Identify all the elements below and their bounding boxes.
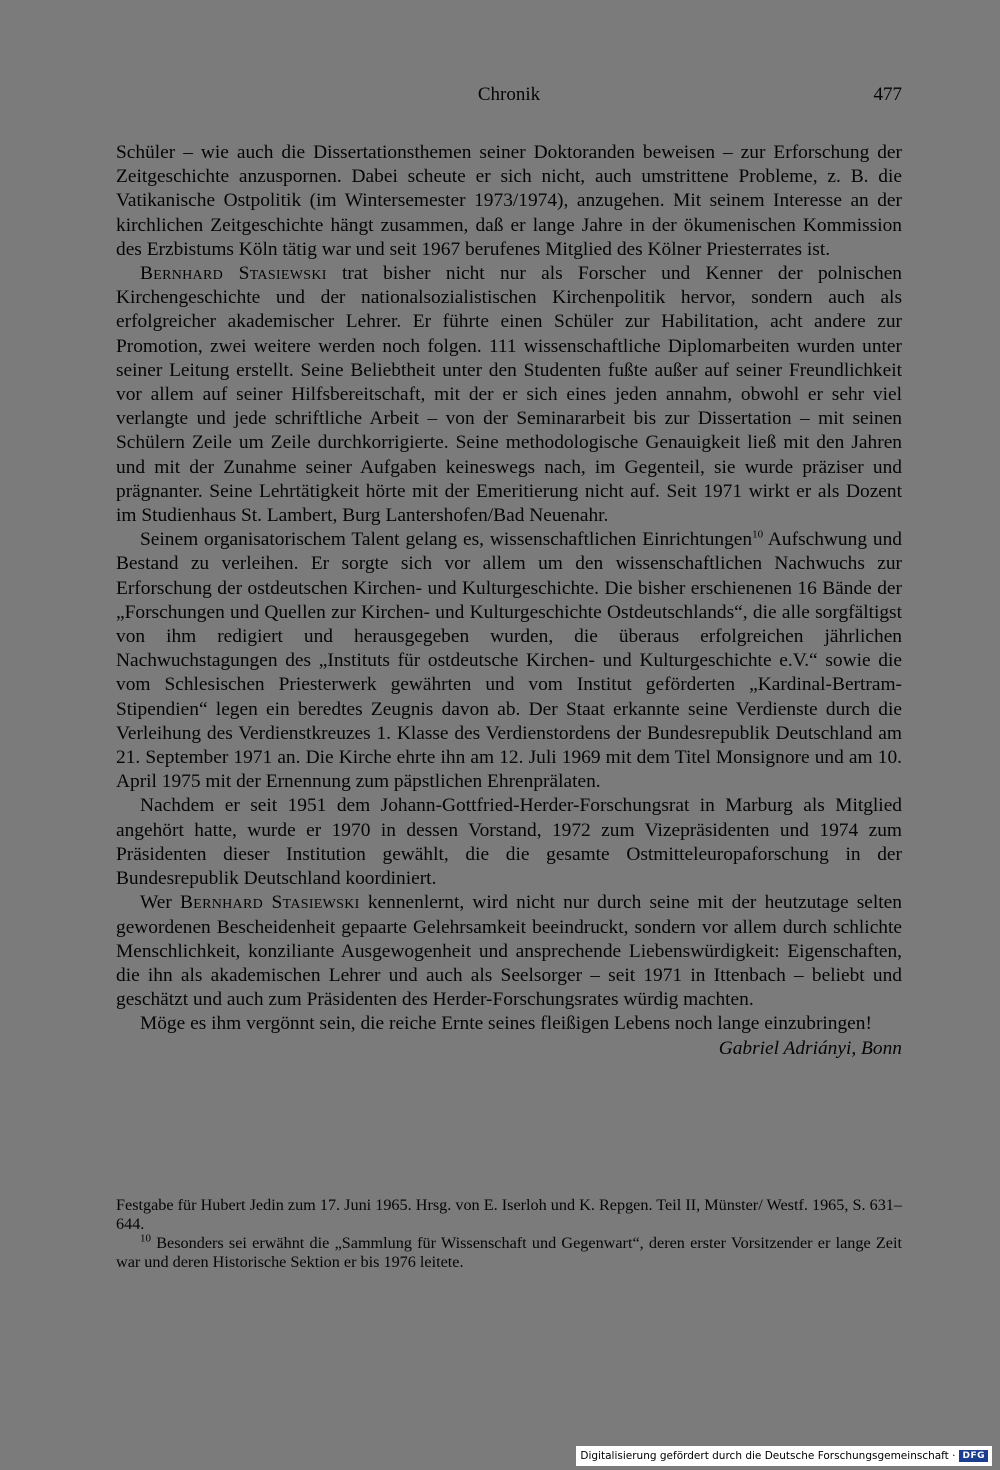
page-number: 477	[873, 84, 902, 105]
page-header	[116, 84, 902, 112]
footnote-10	[116, 1234, 902, 1272]
dfg-funding-notice	[576, 1446, 992, 1466]
body-text	[116, 141, 902, 1061]
paragraph-1-text: Schüler – wie auch die Dissertationsthemen seiner Doktoranden beweisen – zur Erforschung der Zeitgeschichte anzuspornen. Dabei scheute er sich nicht, auch umstrittene Probleme, z. B. die Vatikanische Ostpolitik (im Wintersemester 1973/1974), anzugehen. Mit seinem Interesse an der kirchlichen Zeitgeschichte hängt zusammen, daß er lange Jahre in der ökumenischen Kommission des Erzbistums Köln tätig war und seit 1967 berufenes Mitglied des Kölner Priesterrates ist.	[116, 142, 902, 260]
paragraph-2	[116, 262, 902, 528]
paragraph-3-text-a: Seinem organisatorischem Talent gelang es, wissenschaftlichen Einrichtungen	[140, 529, 753, 551]
author-name-small-caps: Bernhard Stasiewski	[140, 263, 327, 285]
paragraph-6	[116, 1012, 902, 1036]
paragraph-5-text-b: kennenlernt, wird nicht nur durch seine mit der heutzutage selten gewordenen Bescheidenheit gepaarte Gelehrsamkeit beeindruckt, sondern vor allem durch schlichte Menschlichkeit, konziliante Ausgewogenheit und ansprechende Liebenswürdigkeit: Eigenschaften, die ihn als akademischen Lehrer und auch als Seelsorger – seit 1971 in Ittenbach – beliebt und geschätzt und auch zum Präsidenten des Herder-Forschungsrates würdig machten.	[116, 892, 902, 1011]
paragraph-4	[116, 794, 902, 891]
footnotes	[116, 1196, 902, 1272]
paragraph-1	[116, 141, 902, 262]
footnote-10-marker: 10	[140, 1232, 151, 1245]
paragraph-6-text: Möge es ihm vergönnt sein, die reiche Ernte seines fleißigen Lebens noch lange einzubringen!	[140, 1013, 872, 1035]
author-signature: Gabriel Adriányi, Bonn	[718, 1037, 902, 1059]
footnote-marker-10: 10	[752, 528, 764, 541]
author-name-small-caps: Bernhard Stasiewski	[180, 892, 360, 914]
dfg-logo-icon: DFG	[959, 1450, 988, 1462]
dfg-funding-text: Digitalisierung gefördert durch die Deutsche Forschungsgemeinschaft ·	[580, 1450, 956, 1462]
running-title: Chronik	[477, 84, 541, 105]
footnote-10-text: Besonders sei erwähnt die „Sammlung für Wissenschaft und Gegenwart“, deren erster Vorsitzender er lange Zeit war und deren Historische Sektion er bis 1976 leitete.	[116, 1234, 902, 1271]
paragraph-2-text: trat bisher nicht nur als Forscher und Kenner der polnischen Kirchengeschichte und der nationalsozialistischen Kirchenpolitik hervor, sondern auch als erfolgreicher akademischer Lehrer. Er führte einen Schüler zur Habilitation, acht andere zur Promotion, zwei weitere werden noch folgen. 111 wissenschaftliche Diplomarbeiten wurden unter seiner Leitung erstellt. Seine Beliebtheit unter den Studenten fußte außer auf seiner Freundlichkeit vor allem auf seiner Hilfsbereitschaft, mit der er sich eines jeden annahm, obwohl er sehr viel verlangte und jede schriftliche Arbeit – von der Seminararbeit bis zur Dissertation – mit seinen Schülern Zeile um Zeile durchkorrigierte. Seine methodologische Genauigkeit ließ mit den Jahren und mit der Zunahme seiner Aufgaben keineswegs nach, im Gegenteil, sie wurde präziser und prägnanter. Seine Lehrtätigkeit hörte mit der Emeritierung nicht auf. Seit 1971 wirkt er als Dozent im Studienhaus St. Lambert, Burg Lantershofen/Bad Neuenahr.	[116, 263, 902, 527]
paragraph-3	[116, 528, 902, 794]
paragraph-4-text: Nachdem er seit 1951 dem Johann-Gottfried-Herder-Forschungsrat in Marburg als Mitglied angehört hatte, wurde er 1970 in dessen Vorstand, 1972 zum Vizepräsidenten und 1974 zum Präsidenten dieser Institution gewählt, die die gesamte Ostmitteleuropaforschung in der Bundesrepublik Deutschland koordiniert.	[116, 795, 902, 890]
paragraph-5	[116, 891, 902, 1012]
footnote-continuation: Festgabe für Hubert Jedin zum 17. Juni 1965. Hrsg. von E. Iserloh und K. Repgen. Teil II, Münster/ Westf. 1965, S. 631–644.	[116, 1196, 902, 1233]
paragraph-3-text-b: Aufschwung und Bestand zu verleihen. Er sorgte sich vor allem um den wissenschaftlichen Nachwuchs zur Erforschung der ostdeutschen Kirchen- und Kulturgeschichte. Die bisher erschienenen 16 Bände der „Forschungen und Quellen zur Kirchen- und Kulturgeschichte Ostdeutschlands“, die alle sorgfältigst von ihm redigiert und herausgegeben wurden, die überaus erfolgreichen jährlichen Nachwuchstagungen des „Instituts für ostdeutsche Kirchen- und Kulturgeschichte e.V.“ sowie die vom Schlesischen Priesterwerk gewährten und vom Institut geförderten „Kardinal-Bertram-Stipendien“ legen ein beredtes Zeugnis davon ab. Der Staat erkannte seine Verdienste durch die Verleihung des Verdienstkreuzes 1. Klasse des Verdienstordens der Bundesrepublik Deutschland am 21. September 1971 an. Die Kirche ehrte ihn am 12. Juli 1969 mit dem Titel Monsignore und am 10. April 1975 mit der Ernennung zum päpstlichen Ehrenprälaten.	[116, 529, 902, 793]
paragraph-5-text-a: Wer	[140, 892, 181, 914]
